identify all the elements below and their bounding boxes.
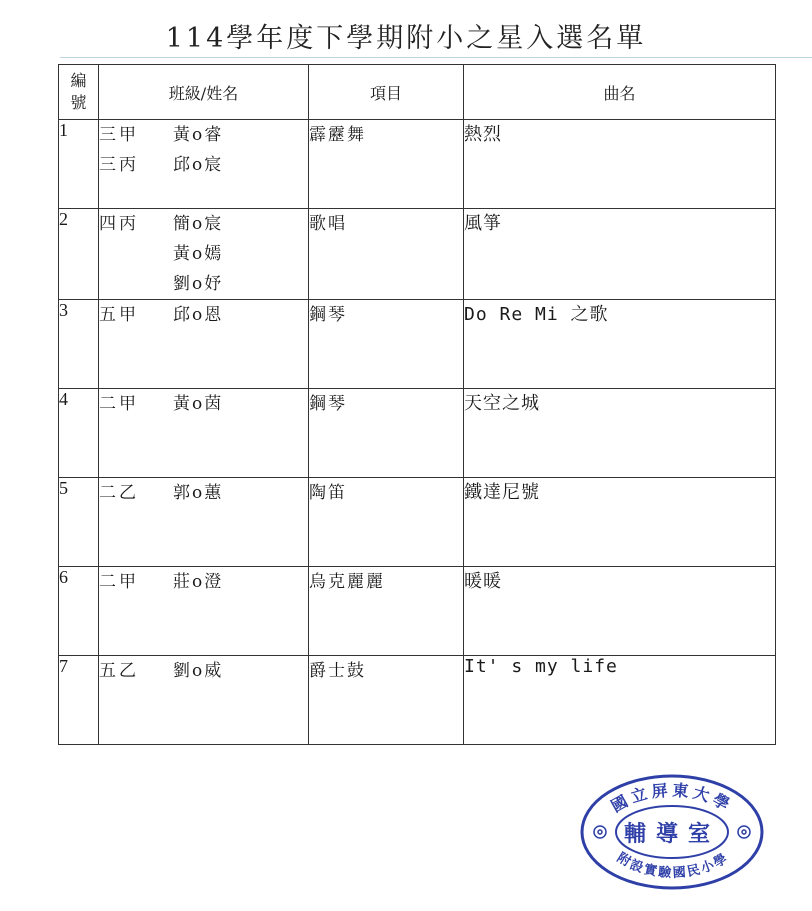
- student-entry: [99, 150, 308, 180]
- student-entry: [99, 300, 308, 330]
- header-number-line2: 號: [70, 93, 87, 112]
- row-number: 4: [59, 389, 99, 478]
- student-class: 二甲: [99, 572, 139, 592]
- row-song: It' s my life: [464, 656, 776, 745]
- student-entry: [99, 656, 308, 686]
- row-song: 暖暖: [464, 567, 776, 656]
- student-class: 二甲: [99, 394, 139, 414]
- row-song: 熱烈: [464, 120, 776, 209]
- header-number: [59, 65, 99, 120]
- seal-bottom-text: 附設實驗國民小學: [614, 850, 732, 882]
- seal-top-text: 國立屏東大學: [607, 780, 737, 817]
- row-item: 爵士鼓: [309, 656, 464, 745]
- row-students: [99, 656, 309, 745]
- row-students: [99, 209, 309, 300]
- seal-plum-blossom-icon-right: [738, 826, 750, 838]
- page-title: 114學年度下學期附小之星入選名單: [165, 23, 647, 54]
- table-row: [59, 389, 776, 478]
- student-entry: [99, 478, 308, 508]
- student-name: 黃o茵: [173, 394, 224, 414]
- row-item: 鋼琴: [309, 300, 464, 389]
- student-entry: [99, 389, 308, 419]
- table-row: [59, 209, 776, 300]
- row-item: 烏克麗麗: [309, 567, 464, 656]
- student-name: 邱o恩: [173, 305, 224, 325]
- row-number: 5: [59, 478, 99, 567]
- row-number: 3: [59, 300, 99, 389]
- student-name: 黃o睿: [173, 125, 224, 145]
- student-class: 二乙: [99, 483, 139, 503]
- table-header-row: [59, 65, 776, 120]
- student-entry: [99, 567, 308, 597]
- student-class: [99, 269, 173, 299]
- student-entry: [99, 239, 308, 269]
- svg-text:附設實驗國民小學: [614, 850, 732, 881]
- student-name: 邱o宸: [173, 155, 224, 175]
- row-number: 7: [59, 656, 99, 745]
- student-entry: [99, 209, 308, 239]
- header-number-line1: 編: [70, 71, 87, 90]
- row-number: 6: [59, 567, 99, 656]
- header-item: 項目: [309, 65, 464, 120]
- student-class: 五甲: [99, 305, 139, 325]
- student-class: [99, 239, 173, 269]
- student-class: 三甲: [99, 125, 139, 145]
- row-song: 鐵達尼號: [464, 478, 776, 567]
- student-name: 簡o宸: [173, 214, 224, 234]
- row-students: [99, 300, 309, 389]
- row-item: 霹靂舞: [309, 120, 464, 209]
- row-item: 陶笛: [309, 478, 464, 567]
- student-name: 郭o蕙: [173, 483, 224, 503]
- row-students: [99, 120, 309, 209]
- student-entry: [99, 269, 308, 299]
- svg-text:國立屏東大學: [608, 780, 736, 816]
- school-seal-stamp: [578, 770, 766, 890]
- roster-table: [58, 64, 776, 745]
- row-song: Do Re Mi 之歌: [464, 300, 776, 389]
- header-song: 曲名: [464, 65, 776, 120]
- student-name: 劉o威: [173, 661, 224, 681]
- student-name: 黃o嫣: [173, 244, 224, 264]
- row-students: [99, 478, 309, 567]
- seal-center-text: 輔導室: [623, 822, 721, 847]
- table-row: [59, 478, 776, 567]
- row-item: 鋼琴: [309, 389, 464, 478]
- row-number: 1: [59, 120, 99, 209]
- student-class: 五乙: [99, 661, 139, 681]
- student-name: 劉o妤: [173, 274, 224, 294]
- student-class: 三丙: [99, 155, 139, 175]
- table-row: [59, 656, 776, 745]
- roster-body: [59, 120, 776, 745]
- student-entry: [99, 120, 308, 150]
- row-students: [99, 389, 309, 478]
- row-item: 歌唱: [309, 209, 464, 300]
- table-row: [59, 120, 776, 209]
- table-row: [59, 567, 776, 656]
- row-number: 2: [59, 209, 99, 300]
- table-row: [59, 300, 776, 389]
- row-song: 天空之城: [464, 389, 776, 478]
- row-students: [99, 567, 309, 656]
- title-underline: [60, 57, 812, 58]
- header-students: 班級/姓名: [99, 65, 309, 120]
- seal-plum-blossom-icon-left: [594, 826, 606, 838]
- student-class: 四丙: [99, 214, 139, 234]
- row-song: 風箏: [464, 209, 776, 300]
- student-name: 莊o澄: [173, 572, 224, 592]
